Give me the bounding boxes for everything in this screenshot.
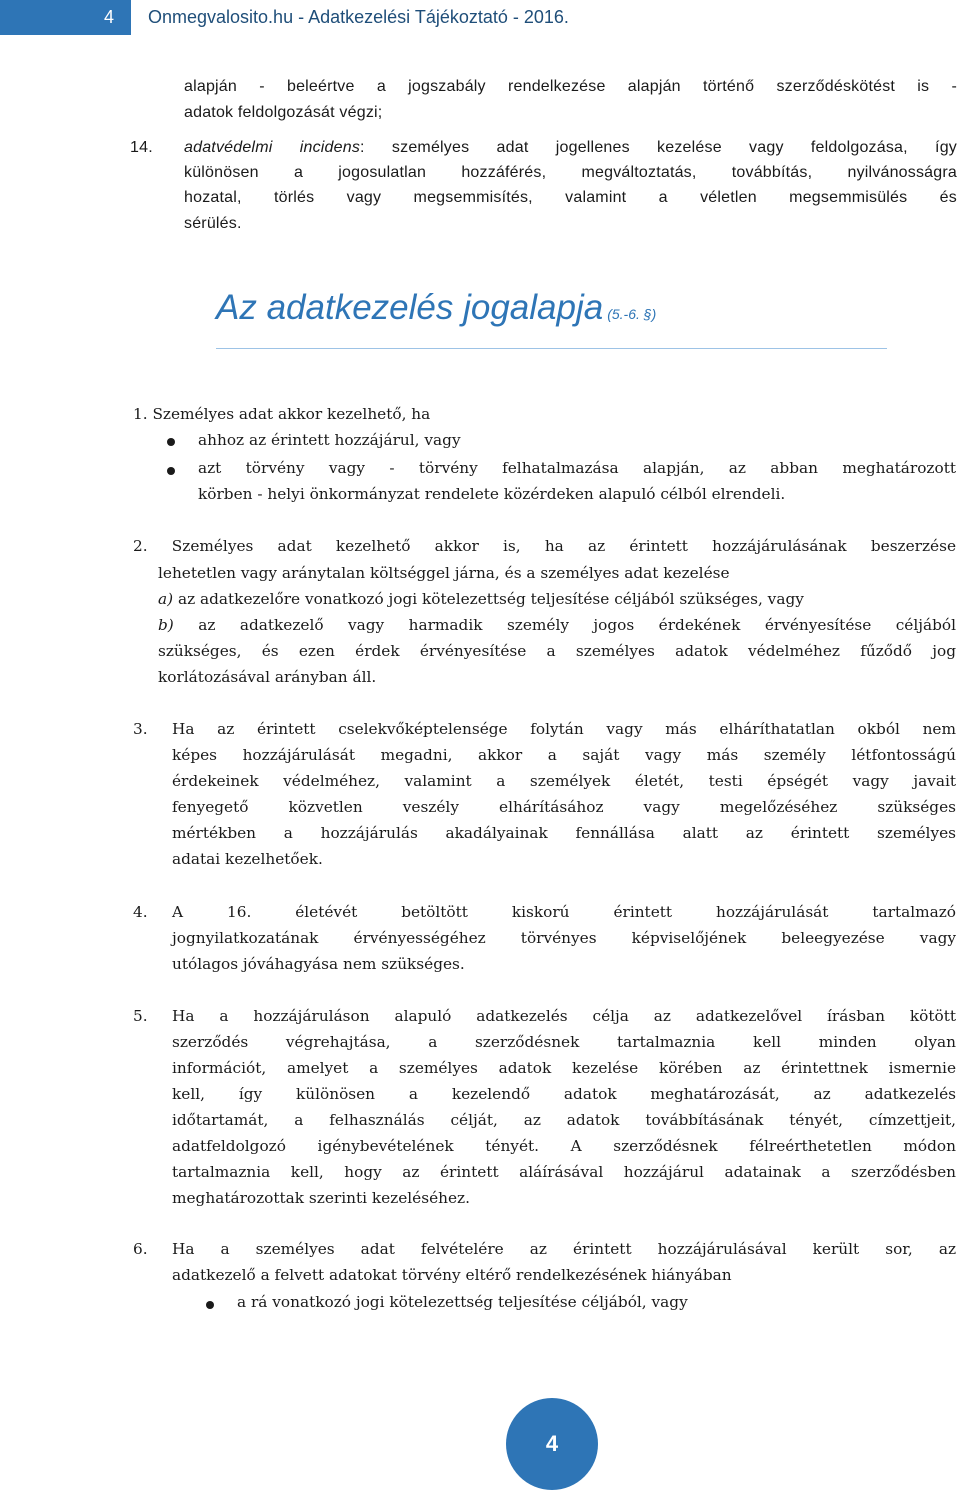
paragraph-number: 3.: [133, 720, 148, 738]
item-14-line: hozatal, törlés vagy megsemmisítés, valamint a véletlen megsemmisülés és: [184, 189, 957, 206]
paragraph-line: lehetetlen vagy aránytalan költséggel járna, és a személyes adat kezelése: [158, 564, 730, 582]
paragraph-line: [158, 616, 956, 634]
bullet-text: körben - helyi önkormányzat rendelete közérdeken alapuló célból elrendeli.: [198, 485, 786, 503]
paragraph-line: meghatározottak szerinti kezeléséhez.: [172, 1189, 470, 1207]
paragraph-line: kell, így különösen a kezelendő adatok meghatározását, az adatkezelés: [172, 1085, 956, 1103]
item-14-line: különösen a jogosulatlan hozzáférés, megváltoztatás, továbbítás, nyilvánosságra: [184, 164, 957, 181]
bullet-icon: [167, 467, 175, 475]
paragraph-line: [158, 590, 804, 608]
paragraph-line: Ha a hozzájáruláson alapuló adatkezelés célja az adatkezelővel írásban kötött: [172, 1007, 956, 1025]
section-ref: (5.-6. §): [607, 306, 657, 322]
paragraph-line: időtartamát, a felhasználás célját, az adatok továbbításának tényét, címzettjeit,: [172, 1111, 956, 1129]
paragraph-number: 5.: [133, 1007, 148, 1025]
footer-page-number: 4: [506, 1398, 598, 1490]
term: adatvédelmi incidens: [184, 139, 361, 156]
paragraph-line: utólagos jóváhagyása nem szükséges.: [172, 955, 465, 973]
paragraph-line: fenyegető közvetlen veszély elhárításához vagy megelőzéséhez szükséges: [172, 798, 956, 816]
paragraph-line: adatkezelő a felvett adatokat törvény eltérő rendelkezésének hiányában: [172, 1266, 732, 1284]
section-heading: [216, 288, 656, 328]
paragraph-line: korlátozásával arányban áll.: [158, 668, 377, 686]
page-header: [0, 0, 960, 35]
bullet-text: ahhoz az érintett hozzájárul, vagy: [198, 431, 461, 449]
paragraph-number: 6.: [133, 1240, 148, 1258]
section-title: Az adatkezelés jogalapja: [216, 288, 604, 327]
list-text: az adatkezelő vagy harmadik személy jogos érdekének érvényesítése céljából: [173, 616, 956, 634]
list-text: az adatkezelőre vonatkozó jogi kötelezettség teljesítése céljából szükséges, vagy: [173, 590, 804, 608]
paragraph-line: A 16. életévét betöltött kiskorú érintett hozzájárulását tartalmazó: [172, 903, 956, 921]
list-label: a): [158, 590, 174, 608]
paragraph-line: adatfeldolgozó igénybevételének tényét. A szerződésnek félreérthetetlen módon: [172, 1137, 956, 1155]
paragraph-line: 2. Személyes adat kezelhető akkor is, ha az érintett hozzájárulásának beszerzése: [133, 537, 956, 555]
paragraph-line: információt, amelyet a személyes adatok kezelése körében az érintettnek ismernie: [172, 1059, 956, 1077]
paragraph-line: mértékben a hozzájárulás akadályainak fennállása alatt az érintett személyes: [172, 824, 956, 842]
heading-divider: [216, 348, 887, 349]
paragraph-line: érdekeinek védelméhez, valamint a személyek életét, testi épségét vagy javait: [172, 772, 956, 790]
item-14-line: sérülés.: [184, 215, 242, 232]
paragraph-line: tartalmaznia kell, hogy az érintett aláírásával hozzájárul adatainak a szerződésben: [172, 1163, 956, 1181]
term-rest: : személyes adat jogellenes kezelése vagy feldolgozása, így: [360, 139, 957, 156]
item-14-line: [184, 139, 957, 157]
list-label: b): [158, 616, 174, 634]
continuation-line: alapján - beleértve a jogszabály rendelkezése alapján történő szerződéskötést is -: [184, 78, 957, 95]
paragraph-line: jognyilatkozatának érvényességéhez törvényes képviselőjének beleegyezése vagy: [172, 929, 956, 947]
header-title: Onmegvalosito.hu - Adatkezelési Tájékoztató - 2016.: [148, 7, 569, 27]
bullet-text: a rá vonatkozó jogi kötelezettség teljesítése céljából, vagy: [237, 1293, 688, 1311]
item-number: 14.: [130, 139, 153, 156]
continuation-line: adatok feldolgozását végzi;: [184, 104, 383, 121]
header-page-number: 4: [0, 0, 131, 35]
paragraph-lead: 1. Személyes adat akkor kezelhető, ha: [133, 405, 431, 423]
paragraph-line: szerződés végrehajtása, a szerződésnek tartalmaznia kell minden olyan: [172, 1033, 956, 1051]
paragraph-line: szükséges, és ezen érdek érvényesítése a személyes adatok védelméhez fűződő jog: [158, 642, 956, 660]
paragraph-line: Ha a személyes adat felvételére az érintett hozzájárulásával került sor, az: [172, 1240, 956, 1258]
paragraph-line: adatai kezelhetőek.: [172, 850, 323, 868]
bullet-text: azt törvény vagy - törvény felhatalmazása alapján, az abban meghatározott: [198, 459, 956, 477]
paragraph-number: 4.: [133, 903, 148, 921]
paragraph-line: Ha az érintett cselekvőképtelensége folytán vagy más elháríthatatlan okból nem: [172, 720, 956, 738]
bullet-icon: [206, 1301, 214, 1309]
paragraph-line: képes hozzájárulását megadni, akkor a saját vagy más személy létfontosságú: [172, 746, 956, 764]
bullet-icon: [167, 438, 175, 446]
